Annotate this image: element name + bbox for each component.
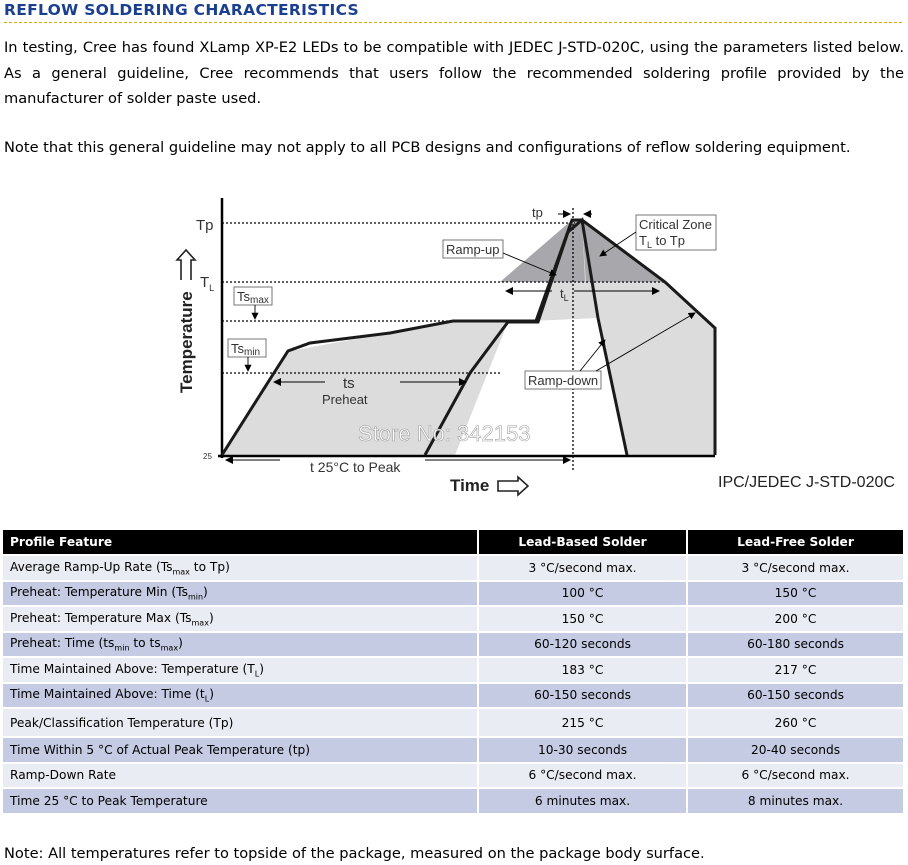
feature-text: ) — [178, 636, 183, 651]
feature-text: Time Within 5 °C of Actual Peak Temperature (tp) — [10, 742, 311, 757]
feature-text: ) — [209, 687, 214, 702]
table-row — [3, 683, 903, 709]
row-lead-based-value: 150 °C — [478, 606, 687, 632]
header-lead-free: Lead-Free Solder — [687, 530, 903, 555]
svg-text:Temperature: Temperature — [177, 291, 196, 393]
row-lead-based-value: 183 °C — [478, 657, 687, 683]
ramp-down-label: Ramp-down — [528, 373, 599, 388]
section-title: REFLOW SOLDERING CHARACTERISTICS — [4, 0, 902, 23]
row-lead-free-value: 6 °C/second max. — [687, 763, 903, 789]
row-lead-free-value: 217 °C — [687, 657, 903, 683]
table-row — [3, 555, 903, 581]
row-lead-based-value: 10-30 seconds — [478, 737, 687, 763]
table-header-row — [3, 530, 903, 555]
row-lead-free-value: 60-150 seconds — [687, 683, 903, 709]
tp-time-label: tp — [532, 205, 543, 220]
feature-text: Ramp-Down Rate — [10, 768, 117, 783]
ramp-up-label: Ramp-up — [446, 242, 500, 257]
table-row — [3, 763, 903, 789]
feature-text: Average Ramp-Up Rate (Ts — [10, 559, 173, 574]
feature-subscript: max — [191, 617, 209, 627]
feature-text: Peak/Classification Temperature (Tp) — [10, 715, 234, 730]
row-feature — [3, 555, 478, 581]
ramp-down-pointer-1 — [580, 340, 605, 371]
feature-text: ) — [203, 585, 208, 600]
header-lead-based: Lead-Based Solder — [478, 530, 687, 555]
row-feature — [3, 606, 478, 632]
table-row — [3, 737, 903, 763]
table-row — [3, 657, 903, 683]
temperature-axis-title — [177, 291, 196, 393]
tl-time-label: $t_L$ — [560, 286, 569, 303]
row-lead-free-value: 3 °C/second max. — [687, 555, 903, 581]
reflow-profile-table — [3, 530, 903, 813]
row-lead-free-value: 200 °C — [687, 606, 903, 632]
feature-text: Time Maintained Above: Temperature (T — [10, 661, 255, 676]
row-feature — [3, 683, 478, 709]
row-lead-free-value: 8 minutes max. — [687, 788, 903, 813]
reflow-profile-diagram — [160, 198, 720, 498]
feature-text: Preheat: Temperature Min (Ts — [10, 585, 188, 600]
row-lead-based-value: 60-120 seconds — [478, 632, 687, 658]
time-axis-title: Time — [450, 476, 490, 495]
feature-text: Time 25 °C to Peak Temperature — [10, 793, 208, 808]
feature-text: Time Maintained Above: Time (t — [10, 687, 205, 702]
watermark: Store No: 342153 — [358, 421, 531, 446]
header-profile-feature: Profile Feature — [3, 530, 478, 555]
row-lead-based-value: 215 °C — [478, 708, 687, 737]
critical-zone-line2: $T_L$ to Tp — [639, 233, 685, 250]
row-feature — [3, 657, 478, 683]
row-lead-free-value: 20-40 seconds — [687, 737, 903, 763]
row-lead-free-value: 260 °C — [687, 708, 903, 737]
row-lead-based-value: 60-150 seconds — [478, 683, 687, 709]
temperature-up-arrow-icon — [177, 250, 195, 280]
t25-to-peak-label: t 25°C to Peak — [310, 459, 401, 475]
row-feature — [3, 632, 478, 658]
table-row — [3, 708, 903, 737]
table-row — [3, 606, 903, 632]
feature-text: to Tp) — [189, 559, 230, 574]
feature-subscript: min — [114, 643, 130, 653]
critical-zone-line1: Critical Zone — [639, 217, 712, 232]
tp-label: Tp — [196, 217, 214, 234]
ts-label: ts — [343, 375, 355, 392]
table-row — [3, 788, 903, 813]
row-feature — [3, 788, 478, 813]
feature-subscript: max — [160, 643, 179, 653]
row-feature — [3, 708, 478, 737]
y-25-label: 25 — [203, 452, 212, 461]
row-feature — [3, 763, 478, 789]
row-lead-free-value: 60-180 seconds — [687, 632, 903, 658]
row-lead-free-value: 150 °C — [687, 581, 903, 607]
feature-text: ) — [208, 610, 214, 625]
guideline-note: Note that this general guideline may not apply to all PCB designs and configurations of reflow soldering equipment. — [4, 139, 851, 156]
row-lead-based-value: 3 °C/second max. — [478, 555, 687, 581]
table-row — [3, 581, 903, 607]
feature-text: Preheat: Temperature Max (Ts — [10, 610, 192, 625]
footnote: Note: All temperatures refer to topside of the package, measured on the package body surface. — [4, 845, 705, 862]
intro-paragraph: In testing, Cree has found XLamp XP-E2 LEDs to be compatible with JEDEC J-STD-020C, using the parameters listed below. As a general guideline, Cree recommends that users follow the recommended soldering profile provided by the manufacturer of solder paste used. — [4, 39, 904, 107]
feature-subscript: max — [172, 566, 190, 576]
feature-subscript: min — [187, 592, 204, 602]
tsmax-label: Tsmax — [237, 289, 269, 306]
tsmin-label: Tsmin — [231, 341, 261, 358]
feature-text: to ts — [129, 636, 161, 651]
time-right-arrow-icon — [498, 477, 528, 495]
table-row — [3, 632, 903, 658]
feature-text: ) — [259, 661, 264, 676]
feature-text: Preheat: Time (ts — [10, 636, 115, 651]
feature-subscript: L — [254, 668, 260, 678]
feature-subscript: L — [204, 694, 210, 704]
row-lead-based-value: 100 °C — [478, 581, 687, 607]
row-feature — [3, 737, 478, 763]
preheat-label: Preheat — [322, 392, 368, 407]
row-lead-based-value: 6 minutes max. — [478, 788, 687, 813]
row-lead-based-value: 6 °C/second max. — [478, 763, 687, 789]
standard-label: IPC/JEDEC J-STD-020C — [718, 474, 895, 491]
tl-label: $T_L$ — [200, 274, 215, 293]
row-feature — [3, 581, 478, 607]
